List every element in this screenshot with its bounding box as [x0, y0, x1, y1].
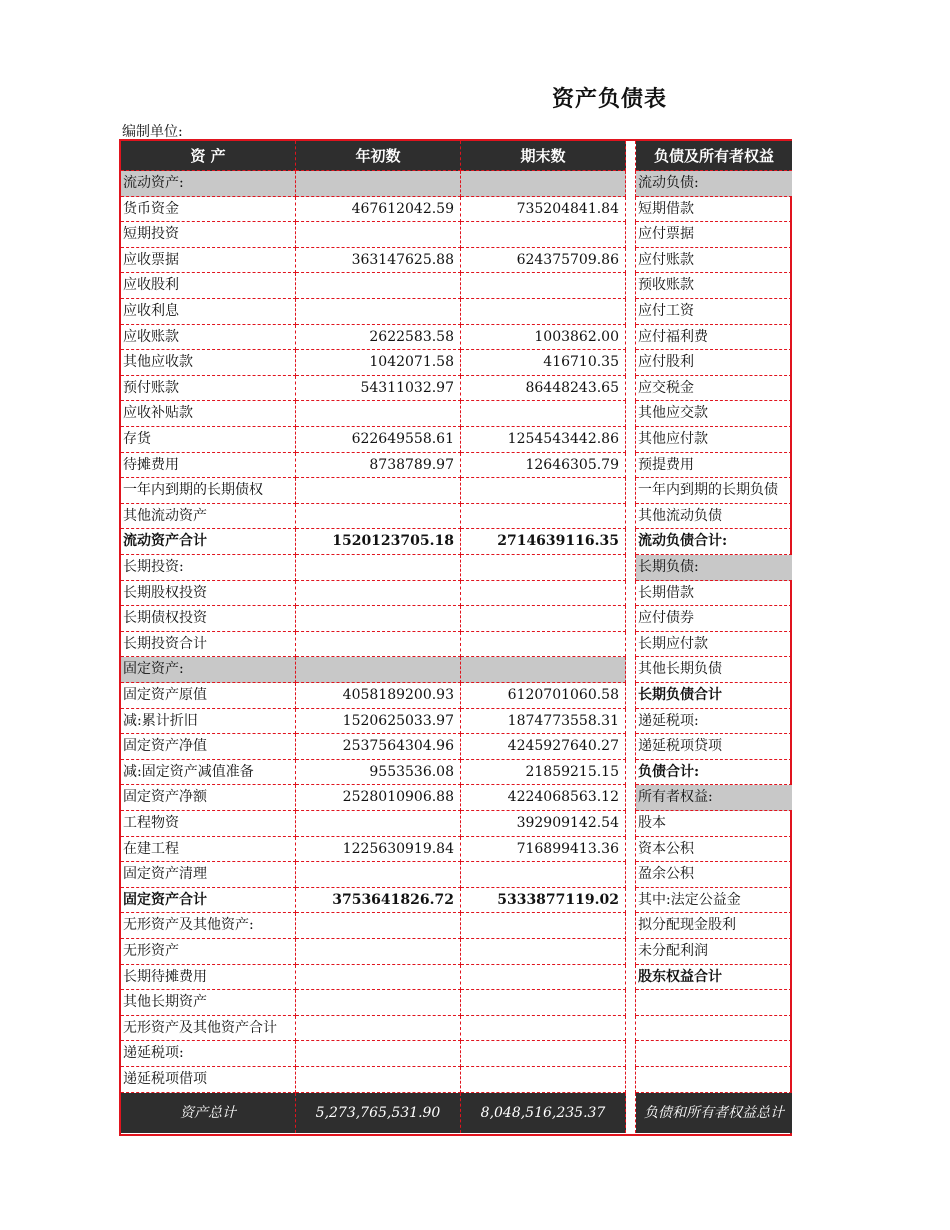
- end-value-cell: [461, 273, 626, 299]
- asset-cell: 长期投资:: [121, 555, 296, 581]
- begin-value-cell: [296, 171, 461, 197]
- end-value-cell: [461, 632, 626, 658]
- liability-cell: 负债合计:: [636, 760, 792, 786]
- end-value-cell: [461, 478, 626, 504]
- header-liabilities: 负债及所有者权益: [636, 141, 792, 171]
- begin-value-cell: [296, 606, 461, 632]
- begin-value-cell: [296, 965, 461, 991]
- end-value-cell: 1254543442.86: [461, 427, 626, 453]
- end-value-cell: 1874773558.31: [461, 709, 626, 735]
- end-value-cell: 416710.35: [461, 350, 626, 376]
- begin-value-cell: [296, 939, 461, 965]
- asset-cell: 固定资产:: [121, 657, 296, 683]
- liability-cell: [636, 1041, 792, 1067]
- asset-cell: 固定资产合计: [121, 888, 296, 914]
- liability-cell: 应付票据: [636, 222, 792, 248]
- begin-value-cell: [296, 632, 461, 658]
- asset-cell: 固定资产净值: [121, 734, 296, 760]
- gap-cell: [626, 222, 636, 248]
- liability-cell: 应付福利费: [636, 325, 792, 351]
- header-assets: 资 产: [121, 141, 296, 171]
- liability-cell: 应交税金: [636, 376, 792, 402]
- asset-cell: 其他流动资产: [121, 504, 296, 530]
- header-gap: [626, 141, 636, 171]
- begin-value-cell: [296, 990, 461, 1016]
- end-value-cell: [461, 1016, 626, 1042]
- begin-value-cell: [296, 401, 461, 427]
- liability-cell: 预收账款: [636, 273, 792, 299]
- asset-cell: 预付账款: [121, 376, 296, 402]
- gap-cell: [626, 632, 636, 658]
- asset-cell: 流动资产合计: [121, 529, 296, 555]
- begin-value-cell: 3753641826.72: [296, 888, 461, 914]
- asset-cell: 长期债权投资: [121, 606, 296, 632]
- asset-cell: 长期股权投资: [121, 581, 296, 607]
- end-value-cell: [461, 862, 626, 888]
- end-value-cell: [461, 555, 626, 581]
- begin-value-cell: [296, 555, 461, 581]
- liability-cell: 长期借款: [636, 581, 792, 607]
- begin-value-cell: [296, 222, 461, 248]
- total-assets-label: 资产总计: [121, 1093, 296, 1133]
- begin-value-cell: [296, 299, 461, 325]
- asset-cell: 一年内到期的长期债权: [121, 478, 296, 504]
- gap-cell: [626, 862, 636, 888]
- total-begin: 5,273,765,531.90: [296, 1093, 461, 1133]
- gap-cell: [626, 709, 636, 735]
- asset-cell: 流动资产:: [121, 171, 296, 197]
- asset-cell: 长期待摊费用: [121, 965, 296, 991]
- liability-cell: [636, 1016, 792, 1042]
- liability-cell: 股本: [636, 811, 792, 837]
- end-value-cell: [461, 913, 626, 939]
- begin-value-cell: [296, 862, 461, 888]
- total-liabilities-label: 负债和所有者权益总计: [636, 1093, 792, 1133]
- asset-cell: 工程物资: [121, 811, 296, 837]
- header-begin: 年初数: [296, 141, 461, 171]
- liability-cell: 其中:法定公益金: [636, 888, 792, 914]
- end-value-cell: 716899413.36: [461, 837, 626, 863]
- gap-cell: [626, 1016, 636, 1042]
- end-value-cell: [461, 657, 626, 683]
- gap-cell: [626, 683, 636, 709]
- liability-cell: 长期应付款: [636, 632, 792, 658]
- header-end: 期末数: [461, 141, 626, 171]
- begin-value-cell: 54311032.97: [296, 376, 461, 402]
- begin-value-cell: [296, 657, 461, 683]
- end-value-cell: 4224068563.12: [461, 785, 626, 811]
- asset-cell: 在建工程: [121, 837, 296, 863]
- liability-cell: [636, 990, 792, 1016]
- asset-cell: 其他长期资产: [121, 990, 296, 1016]
- asset-cell: 应收股利: [121, 273, 296, 299]
- asset-cell: 无形资产及其他资产合计: [121, 1016, 296, 1042]
- liability-cell: [636, 1067, 792, 1093]
- liability-cell: 递延税项贷项: [636, 734, 792, 760]
- gap-cell: [626, 299, 636, 325]
- end-value-cell: 21859215.15: [461, 760, 626, 786]
- asset-cell: 减:累计折旧: [121, 709, 296, 735]
- asset-cell: 无形资产及其他资产:: [121, 913, 296, 939]
- gap-cell: [626, 376, 636, 402]
- asset-cell: 固定资产清理: [121, 862, 296, 888]
- begin-value-cell: 1042071.58: [296, 350, 461, 376]
- begin-value-cell: 467612042.59: [296, 197, 461, 223]
- balance-sheet-table: [119, 139, 792, 1136]
- liability-cell: 流动负债合计:: [636, 529, 792, 555]
- liability-cell: 其他长期负债: [636, 657, 792, 683]
- begin-value-cell: [296, 1016, 461, 1042]
- gap-cell: [626, 1067, 636, 1093]
- end-value-cell: [461, 504, 626, 530]
- liability-cell: 短期借款: [636, 197, 792, 223]
- gap-cell: [626, 401, 636, 427]
- liability-cell: 其他应交款: [636, 401, 792, 427]
- end-value-cell: 6120701060.58: [461, 683, 626, 709]
- gap-cell: [626, 171, 636, 197]
- liability-cell: 应付股利: [636, 350, 792, 376]
- liability-cell: 应付债券: [636, 606, 792, 632]
- end-value-cell: [461, 1067, 626, 1093]
- begin-value-cell: 2622583.58: [296, 325, 461, 351]
- liability-cell: 应付工资: [636, 299, 792, 325]
- liability-cell: 盈余公积: [636, 862, 792, 888]
- begin-value-cell: [296, 1067, 461, 1093]
- end-value-cell: [461, 939, 626, 965]
- begin-value-cell: 8738789.97: [296, 453, 461, 479]
- unit-label: 编制单位:: [122, 124, 183, 140]
- asset-cell: 其他应收款: [121, 350, 296, 376]
- begin-value-cell: [296, 581, 461, 607]
- gap-cell: [626, 504, 636, 530]
- asset-cell: 短期投资: [121, 222, 296, 248]
- gap-cell: [626, 606, 636, 632]
- begin-value-cell: 4058189200.93: [296, 683, 461, 709]
- begin-value-cell: 1225630919.84: [296, 837, 461, 863]
- total-gap: [626, 1093, 636, 1133]
- begin-value-cell: 1520123705.18: [296, 529, 461, 555]
- gap-cell: [626, 197, 636, 223]
- gap-cell: [626, 478, 636, 504]
- end-value-cell: 4245927640.27: [461, 734, 626, 760]
- asset-cell: 应收票据: [121, 248, 296, 274]
- asset-cell: 长期投资合计: [121, 632, 296, 658]
- asset-cell: 递延税项借项: [121, 1067, 296, 1093]
- end-value-cell: [461, 581, 626, 607]
- gap-cell: [626, 581, 636, 607]
- gap-cell: [626, 453, 636, 479]
- end-value-cell: 12646305.79: [461, 453, 626, 479]
- gap-cell: [626, 965, 636, 991]
- gap-cell: [626, 529, 636, 555]
- begin-value-cell: [296, 504, 461, 530]
- gap-cell: [626, 990, 636, 1016]
- liability-cell: 长期负债:: [636, 555, 792, 581]
- asset-cell: 待摊费用: [121, 453, 296, 479]
- liability-cell: 其他流动负债: [636, 504, 792, 530]
- gap-cell: [626, 913, 636, 939]
- end-value-cell: [461, 222, 626, 248]
- gap-cell: [626, 837, 636, 863]
- begin-value-cell: 2528010906.88: [296, 785, 461, 811]
- end-value-cell: [461, 606, 626, 632]
- gap-cell: [626, 785, 636, 811]
- begin-value-cell: [296, 273, 461, 299]
- liability-cell: 流动负债:: [636, 171, 792, 197]
- gap-cell: [626, 273, 636, 299]
- end-value-cell: 5333877119.02: [461, 888, 626, 914]
- begin-value-cell: 363147625.88: [296, 248, 461, 274]
- end-value-cell: [461, 1041, 626, 1067]
- liability-cell: 应付账款: [636, 248, 792, 274]
- liability-cell: 一年内到期的长期负债: [636, 478, 792, 504]
- asset-cell: 货币资金: [121, 197, 296, 223]
- asset-cell: 应收补贴款: [121, 401, 296, 427]
- liability-cell: 拟分配现金股利: [636, 913, 792, 939]
- asset-cell: 固定资产净额: [121, 785, 296, 811]
- gap-cell: [626, 325, 636, 351]
- end-value-cell: [461, 401, 626, 427]
- begin-value-cell: 2537564304.96: [296, 734, 461, 760]
- liability-cell: 所有者权益:: [636, 785, 792, 811]
- asset-cell: 固定资产原值: [121, 683, 296, 709]
- gap-cell: [626, 811, 636, 837]
- liability-cell: 递延税项:: [636, 709, 792, 735]
- asset-cell: 应收账款: [121, 325, 296, 351]
- gap-cell: [626, 734, 636, 760]
- gap-cell: [626, 657, 636, 683]
- begin-value-cell: [296, 811, 461, 837]
- begin-value-cell: 9553536.08: [296, 760, 461, 786]
- end-value-cell: [461, 171, 626, 197]
- asset-cell: 无形资产: [121, 939, 296, 965]
- begin-value-cell: [296, 1041, 461, 1067]
- gap-cell: [626, 888, 636, 914]
- end-value-cell: 2714639116.35: [461, 529, 626, 555]
- total-end: 8,048,516,235.37: [461, 1093, 626, 1133]
- liability-cell: 其他应付款: [636, 427, 792, 453]
- gap-cell: [626, 248, 636, 274]
- end-value-cell: [461, 990, 626, 1016]
- liability-cell: 资本公积: [636, 837, 792, 863]
- liability-cell: 长期负债合计: [636, 683, 792, 709]
- end-value-cell: 735204841.84: [461, 197, 626, 223]
- gap-cell: [626, 1041, 636, 1067]
- gap-cell: [626, 555, 636, 581]
- end-value-cell: 624375709.86: [461, 248, 626, 274]
- asset-cell: 减:固定资产减值准备: [121, 760, 296, 786]
- end-value-cell: 1003862.00: [461, 325, 626, 351]
- asset-cell: 递延税项:: [121, 1041, 296, 1067]
- gap-cell: [626, 427, 636, 453]
- asset-cell: 应收利息: [121, 299, 296, 325]
- liability-cell: 预提费用: [636, 453, 792, 479]
- begin-value-cell: [296, 913, 461, 939]
- end-value-cell: 86448243.65: [461, 376, 626, 402]
- liability-cell: 未分配利润: [636, 939, 792, 965]
- gap-cell: [626, 939, 636, 965]
- end-value-cell: [461, 299, 626, 325]
- gap-cell: [626, 760, 636, 786]
- end-value-cell: [461, 965, 626, 991]
- gap-cell: [626, 350, 636, 376]
- liability-cell: 股东权益合计: [636, 965, 792, 991]
- asset-cell: 存货: [121, 427, 296, 453]
- begin-value-cell: 622649558.61: [296, 427, 461, 453]
- begin-value-cell: [296, 478, 461, 504]
- page-title: 资产负债表: [552, 87, 668, 112]
- end-value-cell: 392909142.54: [461, 811, 626, 837]
- begin-value-cell: 1520625033.97: [296, 709, 461, 735]
